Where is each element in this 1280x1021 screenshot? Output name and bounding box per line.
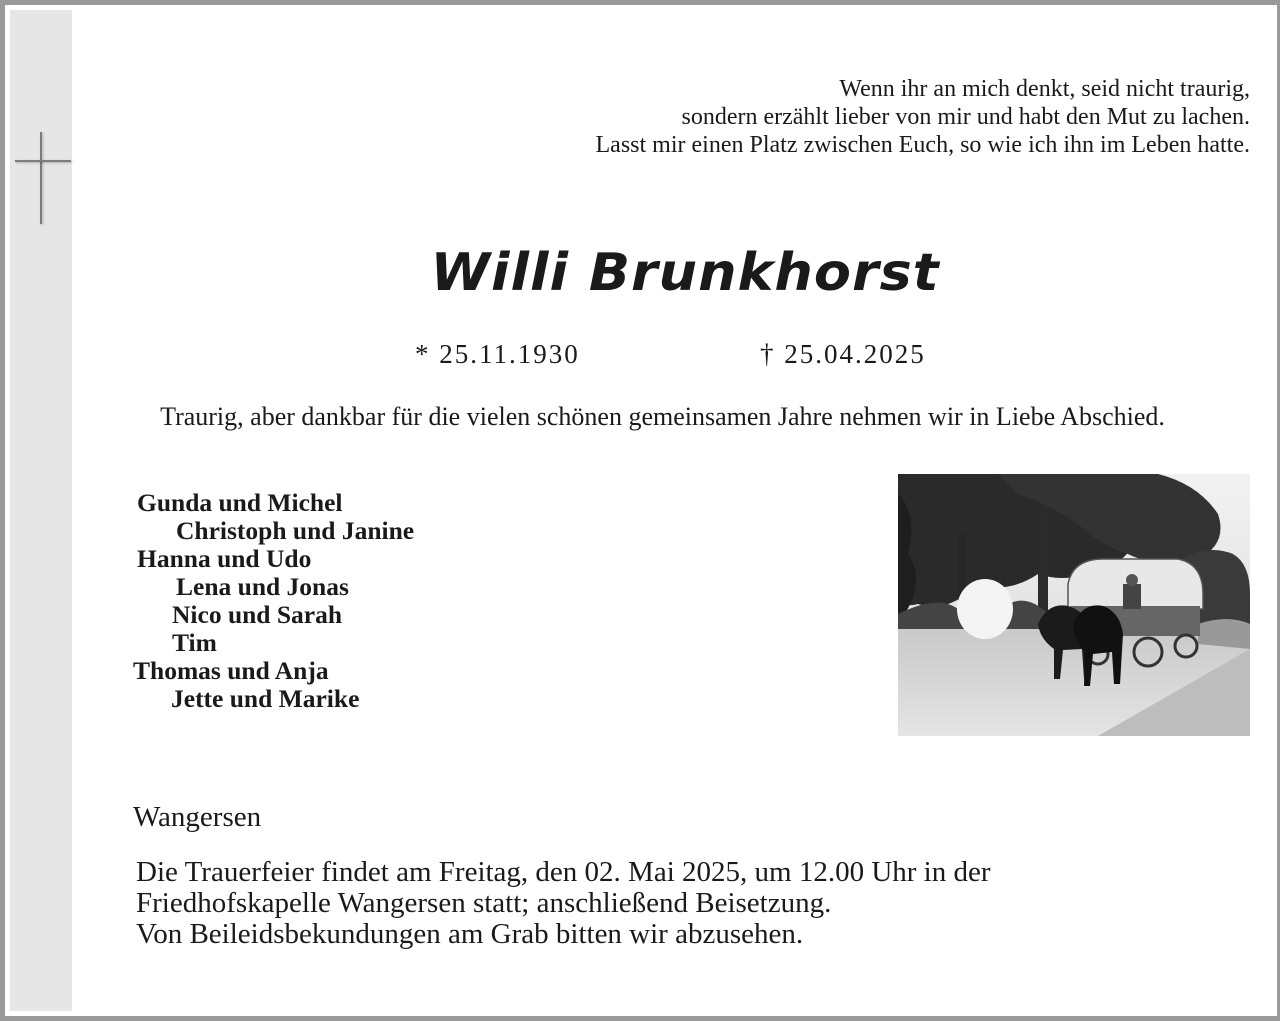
death-date: † 25.04.2025 — [760, 339, 926, 369]
birth-date: * 25.11.1930 — [415, 339, 580, 369]
family-list — [133, 489, 414, 713]
ceremony-line: Von Beileidsbekundungen am Grab bitten wir abzusehen. — [136, 918, 804, 950]
family-member: Lena und Jonas — [176, 572, 349, 601]
family-member: Gunda und Michel — [137, 488, 343, 517]
family-member: Christoph und Janine — [176, 516, 415, 545]
family-member: Hanna und Udo — [137, 544, 312, 573]
poem — [596, 75, 1250, 159]
ceremony-line: Die Trauerfeier findet am Freitag, den 02. Mai 2025, um 12.00 Uhr in der — [136, 856, 991, 888]
poem-line: Lasst mir einen Platz zwischen Euch, so wie ich ihn im Leben hatte. — [595, 132, 1250, 158]
poem-line: sondern erzählt lieber von mir und habt den Mut zu lachen. — [681, 104, 1250, 130]
deceased-name: Willi Brunkhorst — [430, 242, 940, 303]
place-name: Wangersen — [133, 801, 262, 833]
ceremony-line: Friedhofskapelle Wangersen statt; anschließend Beisetzung. — [136, 887, 832, 919]
family-member: Jette und Marike — [171, 684, 360, 713]
intro-text: Traurig, aber dankbar für die vielen schönen gemeinsamen Jahre nehmen wir in Liebe Abschied. — [160, 402, 1165, 431]
family-member: Nico und Sarah — [172, 600, 343, 629]
horse-wagon-photo — [898, 474, 1250, 736]
family-member: Tim — [172, 628, 217, 657]
ceremony-info — [136, 857, 991, 950]
poem-line: Wenn ihr an mich denkt, seid nicht traurig, — [839, 76, 1250, 102]
family-member: Thomas und Anja — [133, 656, 329, 685]
